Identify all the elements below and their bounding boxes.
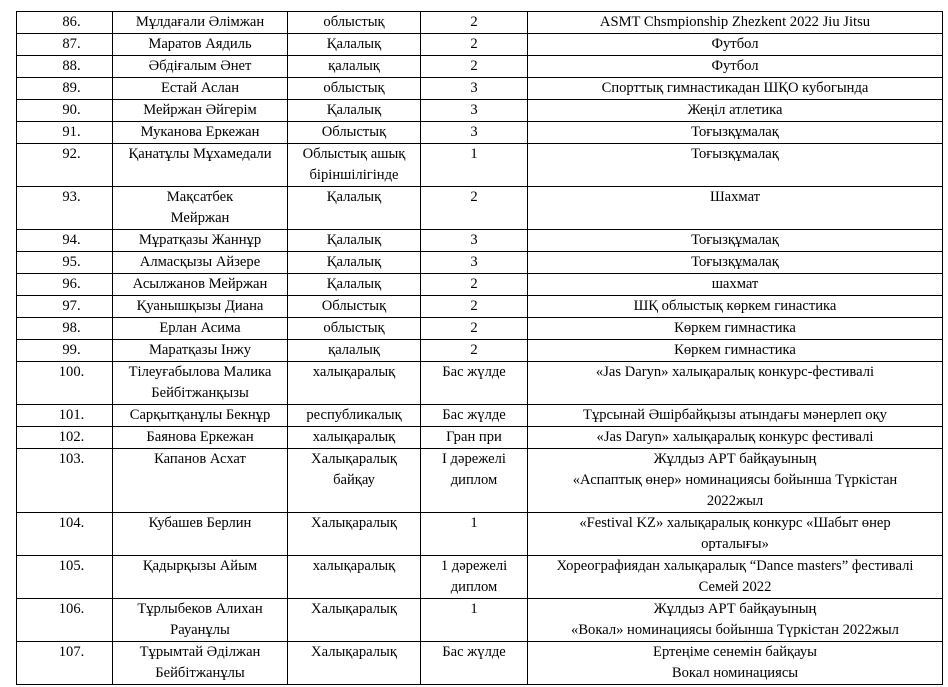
student-name-line: Мейржан Әйгерім	[143, 102, 257, 118]
student-name-cell	[113, 274, 288, 296]
event-name-cell	[528, 230, 943, 252]
student-name-cell	[113, 78, 288, 100]
student-name-line: Мұратқазы Жаннұр	[138, 232, 262, 248]
student-name-cell	[113, 556, 288, 599]
table-row	[17, 642, 943, 685]
competition-level-cell	[288, 122, 421, 144]
competition-level-line: халықаралық	[312, 558, 396, 574]
place-line: 2	[470, 58, 478, 74]
place-cell	[421, 34, 528, 56]
competition-level-line: Қалалық	[326, 254, 382, 270]
student-name-cell	[113, 100, 288, 122]
place-cell	[421, 78, 528, 100]
table-row	[17, 556, 943, 599]
place-line: 3	[470, 232, 478, 248]
student-name-line: Алмасқызы Айзере	[139, 254, 261, 270]
event-name-line: Тоғызқұмалақ	[691, 146, 779, 162]
event-name-line: 2022жыл	[706, 493, 764, 509]
student-name-cell	[113, 56, 288, 78]
table-row	[17, 12, 943, 34]
competition-level-cell	[288, 144, 421, 187]
competition-level-cell	[288, 78, 421, 100]
student-name-cell	[113, 340, 288, 362]
row-number-cell: 87.	[17, 34, 113, 56]
event-name-cell	[528, 642, 943, 685]
competition-level-line: Қалалық	[326, 189, 382, 205]
event-name-cell	[528, 78, 943, 100]
event-name-cell	[528, 56, 943, 78]
event-name-line: шахмат	[711, 276, 759, 292]
event-name-line: орталығы»	[701, 536, 769, 552]
event-name-cell	[528, 362, 943, 405]
table-row	[17, 340, 943, 362]
place-line: 3	[470, 102, 478, 118]
place-cell	[421, 642, 528, 685]
event-name-line: ШҚ облыстық көркем гинастика	[633, 298, 837, 314]
event-name-cell	[528, 318, 943, 340]
place-line: 1	[470, 601, 478, 617]
competition-level-cell	[288, 252, 421, 274]
competition-level-line: Халықаралық	[311, 451, 397, 467]
table-row	[17, 252, 943, 274]
student-name-line: Тұрлыбеков Алихан	[137, 601, 263, 617]
row-number-cell: 95.	[17, 252, 113, 274]
event-name-line: Футбол	[711, 36, 759, 52]
event-name-line: Шахмат	[709, 189, 761, 205]
row-number-cell: 89.	[17, 78, 113, 100]
place-cell	[421, 340, 528, 362]
place-line: Бас жүлде	[442, 407, 506, 423]
row-number-cell: 102.	[17, 427, 113, 449]
place-line: диплом	[450, 472, 498, 488]
student-name-line: Мақсатбек	[166, 189, 234, 205]
place-cell	[421, 556, 528, 599]
event-name-line: «Festival KZ» халықаралық конкурс «Шабыт өнер	[579, 515, 891, 531]
place-cell	[421, 513, 528, 556]
student-name-line: Мұлдағали Әлімжан	[135, 14, 265, 30]
student-name-cell	[113, 513, 288, 556]
row-number-cell: 97.	[17, 296, 113, 318]
place-cell	[421, 296, 528, 318]
place-line: 2	[470, 298, 478, 314]
student-name-cell	[113, 230, 288, 252]
row-number-cell: 99.	[17, 340, 113, 362]
student-name-line: Қанатұлы Мұхамедали	[128, 146, 272, 162]
competition-level-cell	[288, 274, 421, 296]
competition-level-cell	[288, 318, 421, 340]
competition-level-line: қалалық	[328, 58, 380, 74]
event-name-cell	[528, 599, 943, 642]
competition-level-line: Қалалық	[326, 102, 382, 118]
competition-level-line: Облыстық	[321, 298, 387, 314]
competition-level-line: облыстық	[323, 320, 385, 336]
table-row	[17, 144, 943, 187]
event-name-line: Тоғызқұмалақ	[691, 232, 779, 248]
event-name-line: Тоғызқұмалақ	[691, 124, 779, 140]
student-name-cell	[113, 318, 288, 340]
student-name-cell	[113, 252, 288, 274]
row-number-cell: 92.	[17, 144, 113, 187]
student-name-line: Тұрымтай Әділжан	[139, 644, 261, 660]
event-name-cell	[528, 12, 943, 34]
place-line: Бас жүлде	[442, 364, 506, 380]
table-row	[17, 362, 943, 405]
student-name-line: Асылжанов Мейржан	[132, 276, 268, 292]
competition-level-cell	[288, 513, 421, 556]
event-name-line: «Аспаптық өнер» номинациясы бойынша Түркістан	[572, 472, 898, 488]
competition-level-line: облыстық	[323, 14, 385, 30]
event-name-cell	[528, 427, 943, 449]
table-row	[17, 34, 943, 56]
place-cell	[421, 230, 528, 252]
place-cell	[421, 318, 528, 340]
event-name-cell	[528, 34, 943, 56]
event-name-line: Вокал номинациясы	[671, 665, 799, 681]
place-cell	[421, 599, 528, 642]
competition-level-cell	[288, 340, 421, 362]
place-cell	[421, 12, 528, 34]
awards-table-body	[17, 12, 943, 685]
row-number-cell: 107.	[17, 642, 113, 685]
table-row	[17, 449, 943, 513]
row-number-cell: 103.	[17, 449, 113, 513]
competition-level-cell	[288, 100, 421, 122]
student-name-line: Маратов Аядиль	[148, 36, 252, 52]
table-row	[17, 100, 943, 122]
place-line: 3	[470, 80, 478, 96]
place-line: диплом	[450, 579, 498, 595]
row-number-cell: 88.	[17, 56, 113, 78]
event-name-cell	[528, 340, 943, 362]
competition-level-line: Қалалық	[326, 276, 382, 292]
place-line: 3	[470, 254, 478, 270]
competition-level-cell	[288, 642, 421, 685]
event-name-line: Жұлдыз АРТ байқауының	[653, 601, 817, 617]
row-number-cell: 106.	[17, 599, 113, 642]
competition-level-cell	[288, 230, 421, 252]
place-cell	[421, 100, 528, 122]
competition-level-line: Облыстық	[321, 124, 387, 140]
table-row	[17, 122, 943, 144]
student-name-line: Бейбітжанұлы	[155, 665, 245, 681]
student-name-cell	[113, 362, 288, 405]
competition-level-line: Қалалық	[326, 36, 382, 52]
table-row	[17, 274, 943, 296]
competition-level-line: Халықаралық	[311, 601, 397, 617]
place-line: 3	[470, 124, 478, 140]
student-name-line: Баянова Еркежан	[146, 429, 254, 445]
place-cell	[421, 144, 528, 187]
student-name-line: Әбдіғалым Әнет	[148, 58, 252, 74]
place-cell	[421, 252, 528, 274]
event-name-line: «Jas Daryn» халықаралық конкурс-фестивалі	[595, 364, 875, 380]
event-name-cell	[528, 100, 943, 122]
row-number-cell: 104.	[17, 513, 113, 556]
student-name-cell	[113, 599, 288, 642]
event-name-line: «Вокал» номинациясы бойынша Түркістан 2022жыл	[571, 622, 899, 638]
place-line: 1	[470, 515, 478, 531]
place-line: 2	[470, 36, 478, 52]
student-name-line: Муканова Еркежан	[140, 124, 260, 140]
student-name-line: Ерлан Асима	[159, 320, 241, 336]
student-name-cell	[113, 449, 288, 513]
competition-level-cell	[288, 187, 421, 230]
competition-level-cell	[288, 56, 421, 78]
table-row	[17, 427, 943, 449]
place-line: 2	[470, 320, 478, 336]
competition-level-cell	[288, 405, 421, 427]
table-row	[17, 296, 943, 318]
student-name-cell	[113, 34, 288, 56]
table-row	[17, 187, 943, 230]
row-number-cell: 86.	[17, 12, 113, 34]
row-number-cell: 101.	[17, 405, 113, 427]
student-name-line: Рауанұлы	[170, 622, 230, 638]
student-name-line: Мейржан	[170, 210, 230, 226]
student-name-line: Кубашев Берлин	[148, 515, 252, 531]
competition-level-line: қалалық	[328, 342, 380, 358]
competition-level-cell	[288, 362, 421, 405]
student-name-cell	[113, 296, 288, 318]
competition-level-cell	[288, 12, 421, 34]
event-name-cell	[528, 405, 943, 427]
row-number-cell: 98.	[17, 318, 113, 340]
row-number-cell: 93.	[17, 187, 113, 230]
competition-level-line: біріншілігінде	[309, 167, 399, 183]
student-name-cell	[113, 144, 288, 187]
event-name-line: Көркем гимнастика	[674, 342, 796, 358]
student-name-cell	[113, 427, 288, 449]
competition-level-line: Қалалық	[326, 232, 382, 248]
event-name-line: Хореографиядан халықаралық “Dance masters” фестивалі	[556, 558, 914, 574]
event-name-cell	[528, 556, 943, 599]
event-name-line: Жұлдыз АРТ байқауының	[653, 451, 817, 467]
event-name-line: Футбол	[711, 58, 759, 74]
competition-level-line: халықаралық	[312, 364, 396, 380]
event-name-line: Ертеңіме сенемін байқауы	[653, 644, 817, 660]
event-name-cell	[528, 122, 943, 144]
table-row	[17, 599, 943, 642]
place-cell	[421, 449, 528, 513]
student-name-line: Тілеуғабылова Малика	[128, 364, 272, 380]
student-name-cell	[113, 12, 288, 34]
event-name-line: Тоғызқұмалақ	[691, 254, 779, 270]
table-row	[17, 230, 943, 252]
place-line: I дәрежелі	[442, 451, 506, 467]
place-line: 2	[470, 276, 478, 292]
competition-level-cell	[288, 599, 421, 642]
student-name-line: Маратқазы Інжу	[148, 342, 252, 358]
event-name-cell	[528, 449, 943, 513]
place-line: 2	[470, 189, 478, 205]
student-name-line: Естай Аслан	[160, 80, 240, 96]
place-cell	[421, 122, 528, 144]
awards-table	[16, 11, 943, 685]
place-cell	[421, 274, 528, 296]
event-name-cell	[528, 187, 943, 230]
competition-level-line: халықаралық	[312, 429, 396, 445]
place-cell	[421, 405, 528, 427]
row-number-cell: 96.	[17, 274, 113, 296]
table-row	[17, 513, 943, 556]
competition-level-line: Облыстық ашық	[302, 146, 406, 162]
place-line: Гран при	[446, 429, 502, 445]
event-name-line: Семей 2022	[698, 579, 772, 595]
table-row	[17, 78, 943, 100]
event-name-cell	[528, 252, 943, 274]
event-name-line: ASMT Chsmpionship Zhezkent 2022 Jiu Jitsu	[599, 14, 871, 30]
table-row	[17, 405, 943, 427]
place-cell	[421, 427, 528, 449]
event-name-cell	[528, 513, 943, 556]
competition-level-cell	[288, 449, 421, 513]
event-name-line: «Jas Daryn» халықаралық конкурс фестивалі	[596, 429, 874, 445]
row-number-cell: 94.	[17, 230, 113, 252]
place-line: Бас жүлде	[442, 644, 506, 660]
event-name-cell	[528, 296, 943, 318]
student-name-line: Қуанышқызы Диана	[136, 298, 264, 314]
competition-level-line: байқау	[333, 472, 375, 488]
event-name-line: Жеңіл атлетика	[687, 102, 783, 118]
table-row	[17, 56, 943, 78]
competition-level-line: Халықаралық	[311, 515, 397, 531]
place-line: 1	[470, 146, 478, 162]
student-name-cell	[113, 122, 288, 144]
student-name-line: Қадырқызы Айым	[142, 558, 258, 574]
competition-level-cell	[288, 296, 421, 318]
event-name-cell	[528, 144, 943, 187]
row-number-cell: 100.	[17, 362, 113, 405]
student-name-cell	[113, 187, 288, 230]
competition-level-cell	[288, 34, 421, 56]
event-name-line: Тұрсынай Әшірбайқызы атындағы мәнерлеп оқу	[583, 407, 887, 423]
place-line: 2	[470, 342, 478, 358]
competition-level-cell	[288, 556, 421, 599]
student-name-cell	[113, 642, 288, 685]
competition-level-cell	[288, 427, 421, 449]
event-name-line: Спорттық гимнастикадан ШҚО кубогында	[601, 80, 869, 96]
place-line: 2	[470, 14, 478, 30]
competition-level-line: Халықаралық	[311, 644, 397, 660]
place-cell	[421, 187, 528, 230]
student-name-line: Бейбітжанқызы	[151, 385, 249, 401]
event-name-cell	[528, 274, 943, 296]
row-number-cell: 90.	[17, 100, 113, 122]
row-number-cell: 91.	[17, 122, 113, 144]
place-cell	[421, 362, 528, 405]
competition-level-line: республикалық	[306, 407, 402, 423]
row-number-cell: 105.	[17, 556, 113, 599]
student-name-cell	[113, 405, 288, 427]
event-name-line: Көркем гимнастика	[674, 320, 796, 336]
awards-table-container	[16, 11, 943, 685]
student-name-line: Сарқытқанұлы Бекнұр	[129, 407, 271, 423]
place-line: 1 дәрежелі	[440, 558, 508, 574]
student-name-line: Капанов Асхат	[154, 451, 246, 467]
competition-level-line: облыстық	[323, 80, 385, 96]
place-cell	[421, 56, 528, 78]
table-row	[17, 318, 943, 340]
